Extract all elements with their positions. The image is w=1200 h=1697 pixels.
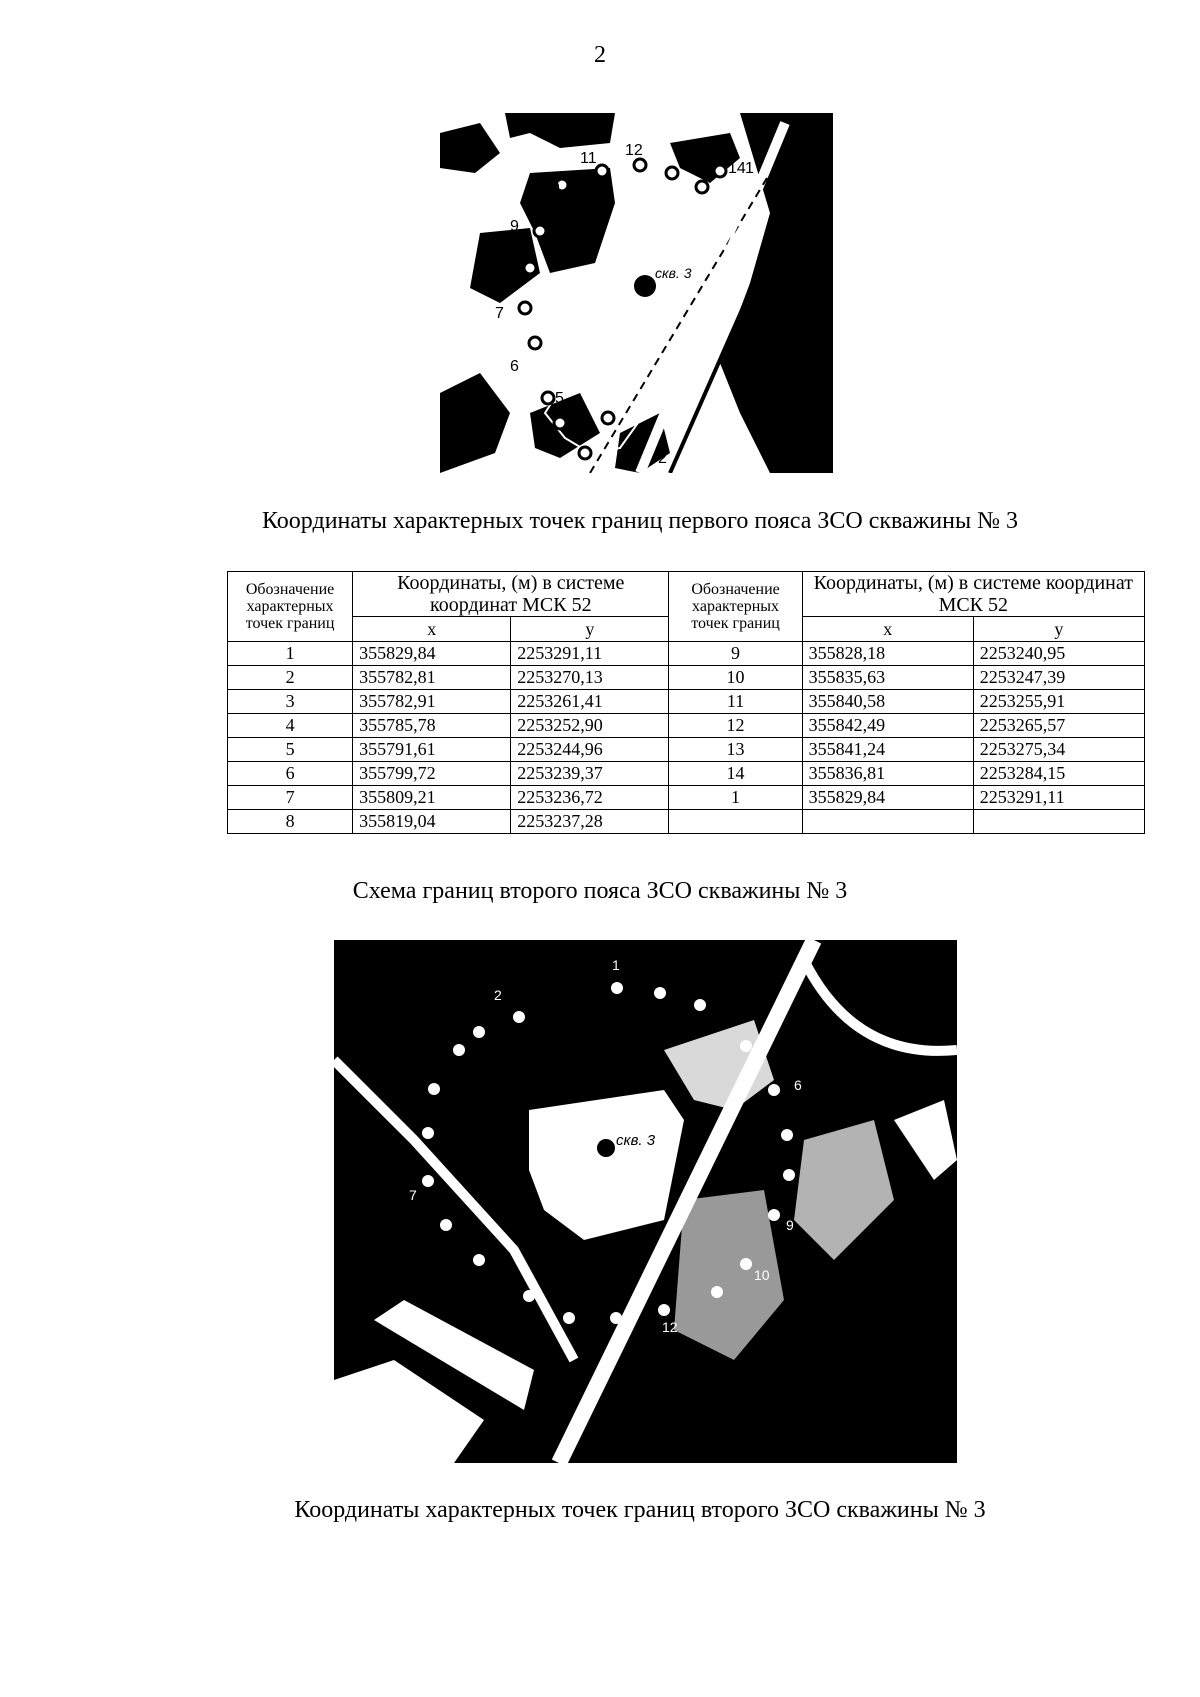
x-coordinate-cell [802,810,973,834]
y-coordinate-cell: 2253239,37 [511,762,669,786]
table-row [228,786,1145,810]
y-coordinate-cell: 2253284,15 [973,762,1144,786]
y-coordinate-cell: 2253270,13 [511,666,669,690]
col-x-header: x [353,617,511,642]
y-coordinate-cell: 2253265,57 [973,714,1144,738]
col-designation-header-right: Обозначение характерных точек границ [669,572,802,642]
point-label-4: 4 [580,425,589,442]
table-row [228,690,1145,714]
second-belt-coordinates-caption: Координаты характерных точек границ второго ЗСО скважины № 3 [294,1497,986,1523]
y-coordinate-cell: 2253275,34 [973,738,1144,762]
table-row [228,666,1145,690]
point-label-12: 12 [625,142,643,159]
x-coordinate-cell: 355782,81 [353,666,511,690]
point-designation-cell: 13 [669,738,802,762]
y-coordinate-cell: 2253291,11 [511,642,669,666]
col-coords-header-right: Координаты, (м) в системе координат МСК 52 [802,572,1144,617]
col-y-header-right: y [973,617,1144,642]
map2-point-label-10: 10 [754,1267,770,1283]
point-label-10: 10 [542,180,560,197]
point-designation-cell: 8 [228,810,353,834]
y-coordinate-cell: 2253255,91 [973,690,1144,714]
point-designation-cell: 12 [669,714,802,738]
x-coordinate-cell: 355829,84 [353,642,511,666]
map2-point-label-12: 12 [662,1319,678,1335]
second-belt-scheme-image [334,940,957,1463]
y-coordinate-cell: 2253247,39 [973,666,1144,690]
well-label: скв. 3 [655,265,692,281]
x-coordinate-cell: 355782,91 [353,690,511,714]
x-coordinate-cell: 355840,58 [802,690,973,714]
point-designation-cell: 10 [669,666,802,690]
point-label-7: 7 [495,305,504,322]
x-coordinate-cell: 355799,72 [353,762,511,786]
y-coordinate-cell: 2253252,90 [511,714,669,738]
x-coordinate-cell: 355828,18 [802,642,973,666]
point-designation-cell: 6 [228,762,353,786]
page-number: 2 [594,42,606,68]
map2-point-label-2: 2 [494,987,502,1003]
point-designation-cell: 11 [669,690,802,714]
point-designation-cell: 1 [228,642,353,666]
table-row [228,762,1145,786]
point-designation-cell: 5 [228,738,353,762]
x-coordinate-cell: 355835,63 [802,666,973,690]
second-belt-scheme-caption: Схема границ второго пояса ЗСО скважины № 3 [352,878,848,904]
y-coordinate-cell: 2253244,96 [511,738,669,762]
x-coordinate-cell: 355829,84 [802,786,973,810]
x-coordinate-cell: 355836,81 [802,762,973,786]
col-x-header-right: x [802,617,973,642]
point-designation-cell: 14 [669,762,802,786]
first-belt-scheme-image [440,113,833,473]
point-designation-cell: 9 [669,642,802,666]
point-label-9: 9 [510,218,519,235]
point-label-3: 3 [620,450,629,467]
point-label-11: 11 [580,150,597,167]
x-coordinate-cell: 355842,49 [802,714,973,738]
y-coordinate-cell: 2253236,72 [511,786,669,810]
point-label-5: 5 [555,390,564,407]
x-coordinate-cell: 355791,61 [353,738,511,762]
point-label-6: 6 [510,358,519,375]
point-label-1: 1 [745,160,754,177]
point-designation-cell [669,810,802,834]
x-coordinate-cell: 355809,21 [353,786,511,810]
col-y-header: y [511,617,669,642]
table-row [228,738,1145,762]
point-label-14: 14 [728,160,746,177]
map2-point-label-6: 6 [794,1077,802,1093]
table-row [228,642,1145,666]
first-belt-coordinates-table [227,571,1145,834]
table-row [228,810,1145,834]
y-coordinate-cell: 2253291,11 [973,786,1144,810]
first-belt-coordinates-caption: Координаты характерных точек границ первого пояса ЗСО скважины № 3 [261,508,1018,534]
map2-point-label-9: 9 [786,1217,794,1233]
point-designation-cell: 4 [228,714,353,738]
x-coordinate-cell: 355819,04 [353,810,511,834]
col-coords-header: Координаты, (м) в системе координат МСК 52 [353,572,669,617]
point-label-8: 8 [497,260,506,277]
point-designation-cell: 3 [228,690,353,714]
well-label-2: скв. 3 [616,1132,656,1149]
map2-point-label-7: 7 [409,1187,417,1203]
x-coordinate-cell: 355785,78 [353,714,511,738]
col-designation-header: Обозначение характерных точек границ [228,572,353,642]
map2-point-label-1: 1 [612,957,620,973]
point-designation-cell: 2 [228,666,353,690]
y-coordinate-cell: 2253237,28 [511,810,669,834]
y-coordinate-cell: 2253261,41 [511,690,669,714]
point-label-13: 13 [680,145,698,162]
y-coordinate-cell [973,810,1144,834]
table-row [228,714,1145,738]
point-label-2: 2 [658,450,667,467]
point-designation-cell: 1 [669,786,802,810]
y-coordinate-cell: 2253240,95 [973,642,1144,666]
x-coordinate-cell: 355841,24 [802,738,973,762]
point-designation-cell: 7 [228,786,353,810]
